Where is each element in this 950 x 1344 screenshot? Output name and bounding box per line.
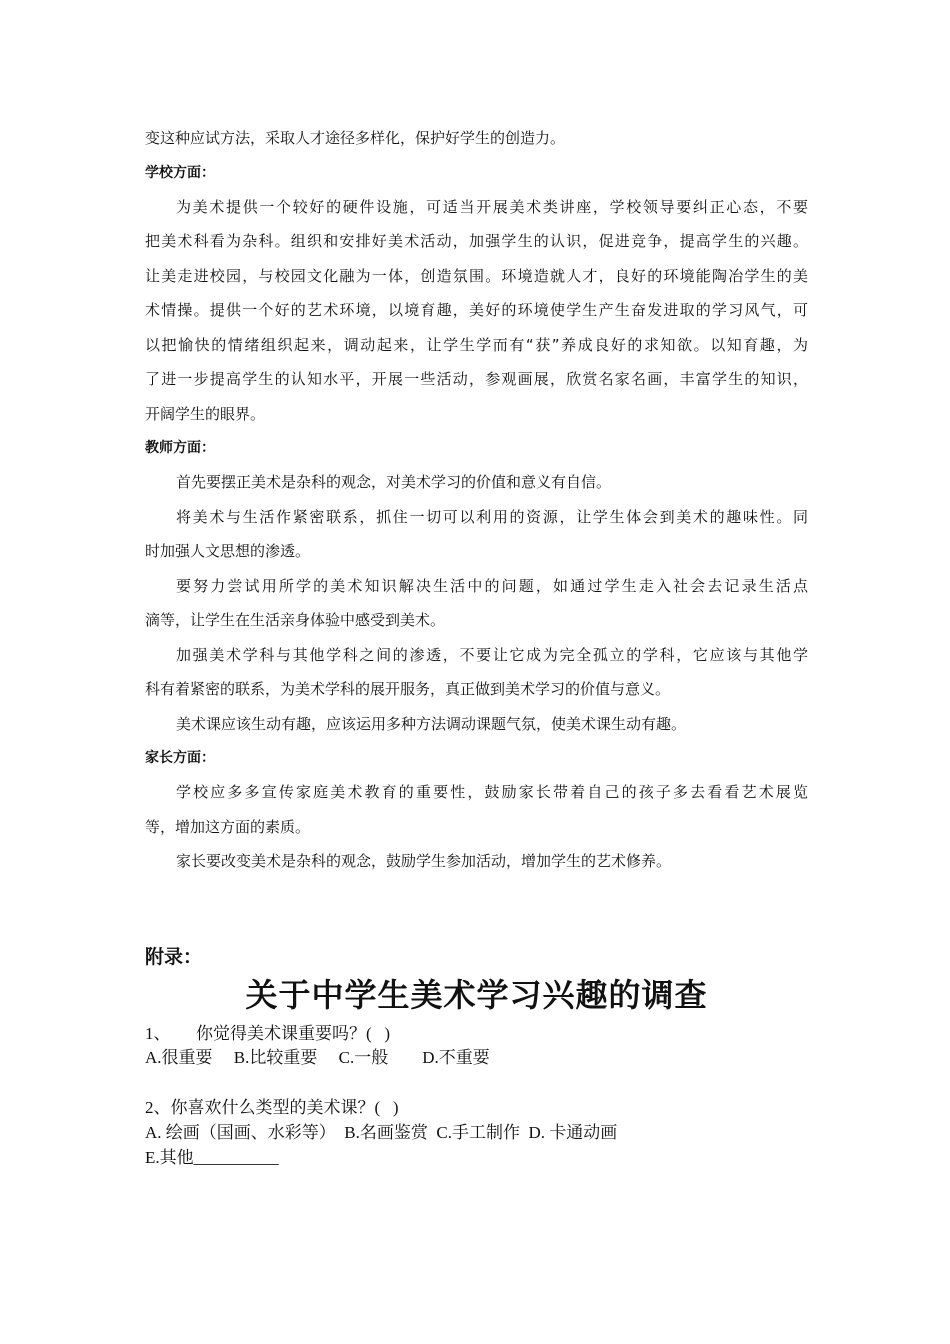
teacher-line-2: 将美术与生活作紧密联系，抓住一切可以利用的资源，让学生体会到美术的趣味性。同 xyxy=(176,507,808,526)
teacher-line-3: 时加强人文思想的渗透。 xyxy=(145,542,311,560)
teacher-line-7: 科有着紧密的联系，为美术学科的展开服务，真正做到美术学习的价值与意义。 xyxy=(145,680,671,698)
question-1-options: A.很重要 B.比较重要 C.一般 D.不重要 xyxy=(145,1048,490,1067)
teacher-line-1: 首先要摆正美术是杂科的观念，对美术学习的价值和意义有自信。 xyxy=(176,473,612,491)
question-2-options: A. 绘画（国画、水彩等） B.名画鉴赏 C.手工制作 D. 卡通动画 xyxy=(145,1123,618,1142)
teacher-line-8: 美术课应该生动有趣，应该运用多种方法调动课题气氛，使美术课生动有趣。 xyxy=(176,714,687,733)
school-heading: 学校方面： xyxy=(145,164,215,181)
school-line-5: 以把愉快的情绪组织起来，调动起来，让学生学而有“获”养成良好的求知欲。以知育趣，为 xyxy=(145,335,808,354)
teacher-line-5: 滴等，让学生在生活亲身体验中感受到美术。 xyxy=(145,611,446,629)
school-line-4: 术情操。提供一个好的艺术环境，以境育趣，美好的环境使学生产生奋发进取的学习风气，可 xyxy=(145,301,808,319)
parent-line-2: 等，增加这方面的素质。 xyxy=(145,817,311,836)
survey-title: 关于中学生美术学习兴趣的调查 xyxy=(245,976,708,1014)
school-line-7: 开阔学生的眼界。 xyxy=(145,404,266,423)
teacher-line-4: 要努力尝试用所学的美术知识解决生活中的问题，如通过学生走入社会去记录生活点 xyxy=(176,576,808,595)
question-2: 2、你喜欢什么类型的美术课？( ) xyxy=(145,1098,399,1117)
teacher-line-6: 加强美术学科与其他学科之间的渗透，不要让它成为完全孤立的学科，它应该与其他学 xyxy=(176,645,808,664)
question-2-options-other: E.其他__________ xyxy=(145,1148,279,1167)
parent-line-3: 家长要改变美术是杂科的观念，鼓励学生参加活动，增加学生的艺术修养。 xyxy=(176,852,672,870)
teacher-heading: 教师方面： xyxy=(145,440,215,456)
school-line-3: 让美走进校园，与校园文化融为一体，创造氛围。环境造就人才，良好的环境能陶冶学生的美 xyxy=(145,266,808,285)
parent-line-1: 学校应多多宣传家庭美术教育的重要性，鼓励家长带着自己的孩子多去看看艺术展览 xyxy=(176,783,808,801)
intro-line: 变这种应试方法，采取人才途径多样化，保护好学生的创造力。 xyxy=(145,129,566,147)
question-1: 1、 你觉得美术课重要吗？( ) xyxy=(145,1024,391,1043)
school-line-2: 把美术科看为杂科。组织和安排好美术活动，加强学生的认识，促进竞争，提高学生的兴趣。 xyxy=(145,232,808,250)
parent-heading: 家长方面： xyxy=(145,750,215,766)
school-line-1: 为美术提供一个较好的硬件设施，可适当开展美术类讲座，学校领导要纠正心态，不要 xyxy=(176,197,808,216)
school-line-6: 了进一步提高学生的认知水平，开展一些活动，参观画展，欣赏名家名画，丰富学生的知识， xyxy=(145,370,808,388)
appendix-label: 附录： xyxy=(145,946,203,968)
document-body xyxy=(145,121,808,879)
